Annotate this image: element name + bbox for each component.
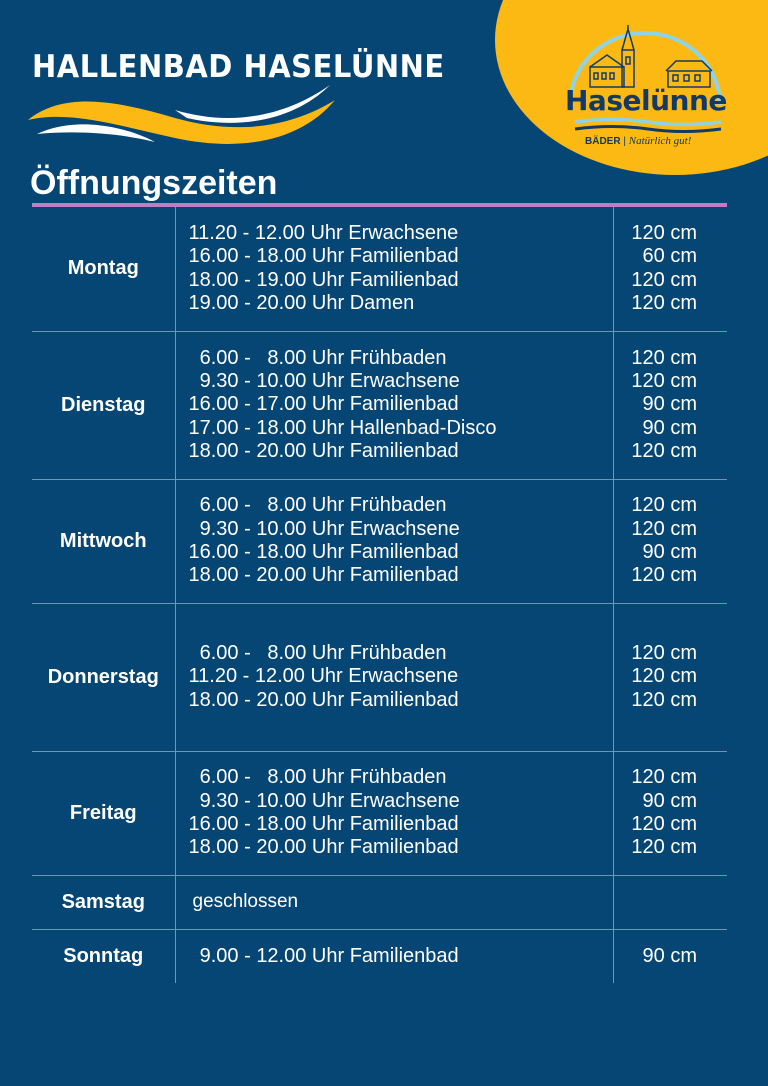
sessions-cell <box>175 603 613 751</box>
water-depth-value: 120 cm <box>631 292 697 315</box>
session-activity: Erwachsene <box>348 222 459 245</box>
sessions-cell <box>175 875 613 929</box>
table-row <box>32 331 727 479</box>
day-label: Mittwoch <box>59 529 147 552</box>
water-depth-value: 60 cm <box>642 245 697 268</box>
day-label: Samstag <box>61 890 145 913</box>
table-row <box>32 207 727 331</box>
water-depth-cell <box>613 929 727 983</box>
session-activity: Damen <box>349 292 415 315</box>
day-label: Sonntag <box>63 944 144 967</box>
session-time: 16.00 - 18.00 Uhr <box>188 541 345 563</box>
sessions-cell <box>175 479 613 603</box>
sessions-cell <box>175 929 613 983</box>
table-row <box>32 751 727 875</box>
logo-tagline-italic: Natürlich gut! <box>628 135 692 147</box>
session-line <box>189 665 613 688</box>
water-depth-value: 120 cm <box>631 517 697 540</box>
water-depth-value: 120 cm <box>631 665 697 688</box>
water-depth-value: 120 cm <box>631 370 697 393</box>
water-depth-value: 120 cm <box>631 813 697 835</box>
session-line <box>189 269 613 292</box>
session-line <box>189 518 613 541</box>
water-depth-value: 90 cm <box>642 393 697 416</box>
session-activity: Frühbaden <box>349 766 447 789</box>
day-label: Freitag <box>69 801 137 824</box>
session-time: 16.00 - 18.00 Uhr <box>188 813 345 835</box>
table-row <box>32 929 727 983</box>
session-time: 11.20 - 12.00 Uhr <box>188 665 343 688</box>
session-line <box>189 222 613 245</box>
closed-label: geschlossen <box>192 891 299 913</box>
day-label: Montag <box>67 257 139 280</box>
session-time: 16.00 - 17.00 Uhr <box>188 393 345 416</box>
session-activity: Familienbad <box>349 836 459 859</box>
session-time: 19.00 - 20.00 Uhr <box>188 292 345 315</box>
session-time: 18.00 - 20.00 Uhr <box>188 688 345 711</box>
session-activity: Familienbad <box>349 541 459 563</box>
session-line <box>189 836 613 859</box>
decorative-waves-icon <box>25 80 345 155</box>
session-time: 6.00 - 8.00 Uhr <box>188 642 345 665</box>
session-line <box>189 347 613 370</box>
water-depth-value: 120 cm <box>631 564 697 587</box>
water-depth-value: 120 cm <box>631 346 697 369</box>
session-time: 17.00 - 18.00 Uhr <box>188 416 345 439</box>
session-line <box>189 813 613 836</box>
session-activity: Familienbad <box>349 688 459 711</box>
logo-wordmark: Haselünne <box>565 84 727 117</box>
water-depth-cell <box>613 603 727 751</box>
session-activity: Frühbaden <box>349 346 447 369</box>
water-depth-value: 120 cm <box>631 268 697 291</box>
sessions-cell <box>175 207 613 331</box>
water-depth-cell <box>613 875 727 929</box>
session-line <box>189 494 613 517</box>
day-cell <box>32 331 175 479</box>
session-time: 9.30 - 10.00 Uhr <box>188 370 345 393</box>
session-line <box>189 945 613 968</box>
session-activity: Erwachsene <box>349 517 460 540</box>
session-time: 18.00 - 20.00 Uhr <box>188 439 345 462</box>
water-depth-value: 120 cm <box>631 222 697 245</box>
water-depth-cell <box>613 479 727 603</box>
water-depth-value: 120 cm <box>631 494 697 517</box>
day-label: Dienstag <box>61 393 146 416</box>
day-cell <box>32 875 175 929</box>
day-cell <box>32 751 175 875</box>
day-cell <box>32 479 175 603</box>
session-line <box>189 790 613 813</box>
logo-tagline-separator: | <box>623 136 626 147</box>
water-depth-cell <box>613 207 727 331</box>
water-depth-value: 120 cm <box>631 766 697 789</box>
session-time: 18.00 - 20.00 Uhr <box>188 836 345 859</box>
day-label: Donnerstag <box>47 665 159 688</box>
water-depth-value: 90 cm <box>642 789 697 812</box>
session-line <box>189 417 613 440</box>
sessions-cell <box>175 751 613 875</box>
session-activity: Familienbad <box>349 268 459 291</box>
day-cell <box>32 603 175 751</box>
session-activity: Familienbad <box>349 813 459 835</box>
opening-hours-table <box>32 207 727 983</box>
session-line <box>189 440 613 463</box>
session-line <box>189 642 613 665</box>
logo-tagline <box>585 135 725 147</box>
water-wave-icon <box>573 117 723 133</box>
session-line <box>189 564 613 587</box>
session-activity: Familienbad <box>349 564 459 587</box>
water-depth-value: 90 cm <box>642 416 697 439</box>
session-line <box>189 689 613 712</box>
session-line <box>189 393 613 416</box>
session-time: 9.00 - 12.00 Uhr <box>188 944 345 967</box>
session-activity: Erwachsene <box>348 665 459 688</box>
water-depth-value: 90 cm <box>642 944 697 967</box>
session-activity: Frühbaden <box>349 642 447 665</box>
water-depth-cell <box>613 331 727 479</box>
water-depth-value: 120 cm <box>631 642 697 665</box>
table-row <box>32 479 727 603</box>
session-activity: Familienbad <box>349 944 459 967</box>
session-activity: Erwachsene <box>349 370 460 393</box>
sessions-cell <box>175 331 613 479</box>
session-activity: Familienbad <box>349 439 459 462</box>
day-cell <box>32 207 175 331</box>
session-line <box>189 766 613 789</box>
water-depth-value: 120 cm <box>631 836 697 859</box>
session-time: 18.00 - 20.00 Uhr <box>188 564 345 587</box>
session-time: 18.00 - 19.00 Uhr <box>188 268 345 291</box>
page-subtitle: Öffnungszeiten <box>30 164 278 202</box>
session-activity: Erwachsene <box>349 789 460 812</box>
logo-tagline-bold: BÄDER <box>585 136 621 147</box>
session-time: 6.00 - 8.00 Uhr <box>188 494 345 517</box>
session-line <box>189 370 613 393</box>
water-depth-value: 90 cm <box>642 541 697 563</box>
session-time: 11.20 - 12.00 Uhr <box>188 222 343 245</box>
session-activity: Frühbaden <box>349 494 447 517</box>
table-row <box>32 603 727 751</box>
water-depth-value: 120 cm <box>631 439 697 462</box>
session-time: 9.30 - 10.00 Uhr <box>188 789 345 812</box>
day-cell <box>32 929 175 983</box>
session-line <box>189 292 613 315</box>
session-time: 9.30 - 10.00 Uhr <box>188 517 345 540</box>
session-time: 6.00 - 8.00 Uhr <box>188 766 345 789</box>
session-activity: Familienbad <box>349 393 459 416</box>
water-depth-cell <box>613 751 727 875</box>
session-line <box>189 245 613 268</box>
session-line <box>189 541 613 564</box>
session-activity: Hallenbad-Disco <box>349 416 497 439</box>
session-activity: Familienbad <box>349 245 459 268</box>
session-time: 6.00 - 8.00 Uhr <box>188 346 345 369</box>
page-title: HALLENBAD HASELÜNNE <box>32 48 445 85</box>
session-time: 16.00 - 18.00 Uhr <box>188 245 345 268</box>
table-row <box>32 875 727 929</box>
water-depth-value: 120 cm <box>631 688 697 711</box>
